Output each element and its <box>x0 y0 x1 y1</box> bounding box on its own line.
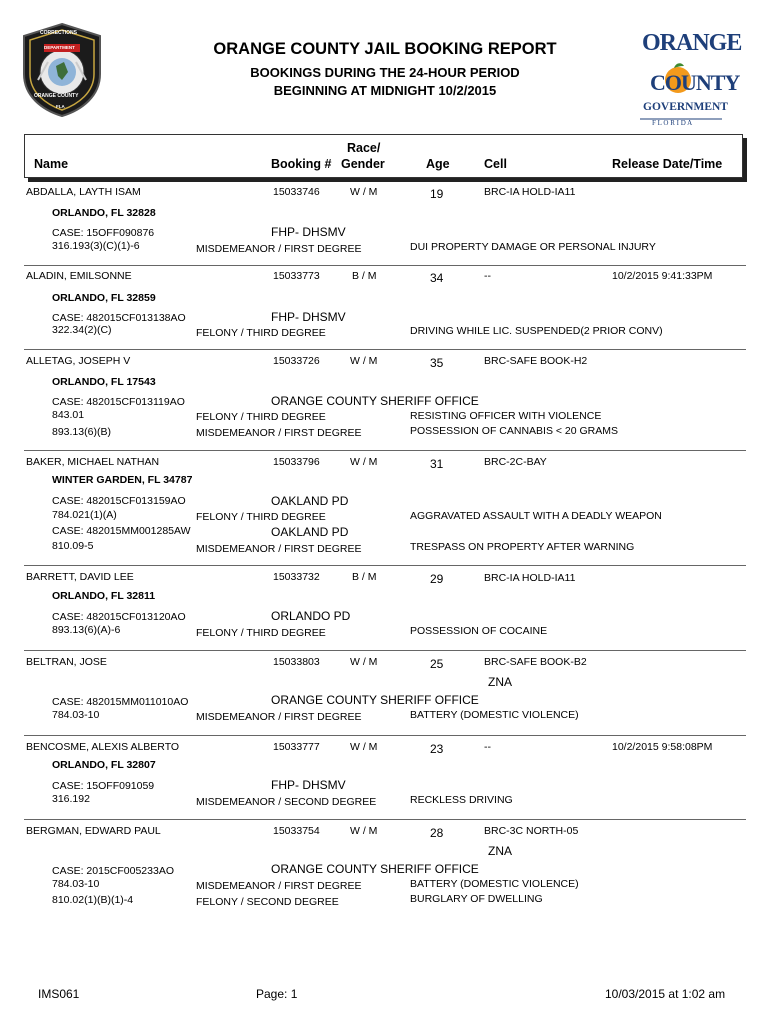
booking-race-gender: W / M <box>350 355 378 367</box>
case-number: CASE: 2015CF005233AO <box>52 865 174 877</box>
logo-orange-text: ORANGE <box>642 30 742 56</box>
logo-government-text: GOVERNMENT <box>643 101 728 113</box>
charge-description: TRESPASS ON PROPERTY AFTER WARNING <box>410 541 635 553</box>
booking-number: 15033803 <box>273 656 320 668</box>
record-divider <box>24 650 746 651</box>
booking-release: 10/2/2015 9:58:08PM <box>612 741 713 753</box>
booking-race-gender: W / M <box>350 656 378 668</box>
col-header-gender: Gender <box>341 157 385 171</box>
booking-age: 29 <box>430 572 444 586</box>
charge-degree: MISDEMEANOR / FIRST DEGREE <box>196 243 362 255</box>
charge-description: RECKLESS DRIVING <box>410 794 513 806</box>
statute: 316.192 <box>52 793 90 805</box>
booking-location: WINTER GARDEN, FL 34787 <box>52 474 193 486</box>
case-number: CASE: 15OFF091059 <box>52 780 155 792</box>
booking-cell: BRC-SAFE BOOK-H2 <box>484 355 588 367</box>
record-divider <box>24 565 746 566</box>
booking-cell: BRC-IA HOLD-IA11 <box>484 186 576 198</box>
charge-description: BATTERY (DOMESTIC VIOLENCE) <box>410 878 579 890</box>
seal-text-top: CORRECTIONS <box>40 30 77 36</box>
booking-number: 15033773 <box>273 270 320 282</box>
arresting-agency: FHP- DHSMV <box>271 778 346 792</box>
booking-age: 23 <box>430 742 444 756</box>
booking-location: ORLANDO, FL 32859 <box>52 292 156 304</box>
statute: 322.34(2)(C) <box>52 324 112 336</box>
report-title: ORANGE COUNTY JAIL BOOKING REPORT <box>213 40 557 58</box>
booking-age: 31 <box>430 457 444 471</box>
booking-race-gender: B / M <box>352 270 377 282</box>
charge-description: DUI PROPERTY DAMAGE OR PERSONAL INJURY <box>410 241 656 253</box>
footer-form-id: IMS061 <box>38 987 80 1001</box>
statute: 784.03-10 <box>52 878 100 890</box>
record-divider <box>24 819 746 820</box>
booking-age: 28 <box>430 826 444 840</box>
col-header-cell: Cell <box>484 157 507 171</box>
booking-release: 10/2/2015 9:41:33PM <box>612 270 713 282</box>
booking-cell: BRC-IA HOLD-IA11 <box>484 572 576 584</box>
case-number: CASE: 482015CF013119AO <box>52 396 185 408</box>
booking-race-gender: W / M <box>350 456 378 468</box>
charge-degree: FELONY / THIRD DEGREE <box>196 327 326 339</box>
case-number: CASE: 482015CF013138AO <box>52 312 186 324</box>
charge-degree: MISDEMEANOR / FIRST DEGREE <box>196 427 362 439</box>
charge-description: POSSESSION OF CANNABIS < 20 GRAMS <box>410 425 619 437</box>
booking-number: 15033796 <box>273 456 320 468</box>
booking-cell-note: ZNA <box>488 675 512 689</box>
booking-number: 15033746 <box>273 186 320 198</box>
arresting-agency: ORANGE COUNTY SHERIFF OFFICE <box>271 394 479 408</box>
charge-degree: FELONY / THIRD DEGREE <box>196 511 326 523</box>
booking-name: BAKER, MICHAEL NATHAN <box>26 456 160 468</box>
record-divider <box>24 735 746 736</box>
booking-age: 34 <box>430 271 444 285</box>
statute: 810.02(1)(B)(1)-4 <box>52 894 134 906</box>
booking-location: ORLANDO, FL 32828 <box>52 207 156 219</box>
charge-description: POSSESSION OF COCAINE <box>410 625 548 637</box>
charge-degree: MISDEMEANOR / FIRST DEGREE <box>196 880 362 892</box>
booking-number: 15033726 <box>273 355 320 367</box>
booking-cell-note: ZNA <box>488 844 512 858</box>
booking-number: 15033754 <box>273 825 320 837</box>
record-divider <box>24 450 746 451</box>
charge-degree: MISDEMEANOR / FIRST DEGREE <box>196 711 362 723</box>
booking-cell: BRC-2C-BAY <box>484 456 547 468</box>
booking-name: BERGMAN, EDWARD PAUL <box>26 825 161 837</box>
booking-location: ORLANDO, FL 32807 <box>52 759 156 771</box>
case-number: CASE: 482015CF013159AO <box>52 495 186 507</box>
statute: 784.021(1)(A) <box>52 509 117 521</box>
charge-description: BURGLARY OF DWELLING <box>410 893 543 905</box>
booking-cell: BRC-3C NORTH-05 <box>484 825 579 837</box>
statute: 843.01 <box>52 409 85 421</box>
statute: 893.13(6)(A)-6 <box>52 624 121 636</box>
booking-cell: -- <box>484 741 491 753</box>
booking-race-gender: B / M <box>352 571 377 583</box>
record-divider <box>24 349 746 350</box>
col-header-booking: Booking # <box>271 157 332 171</box>
footer-print-timestamp: 10/03/2015 at 1:02 am <box>605 987 726 1001</box>
booking-name: BENCOSME, ALEXIS ALBERTO <box>26 741 180 753</box>
booking-location: ORLANDO, FL 32811 <box>52 590 156 602</box>
col-header-name: Name <box>34 157 69 171</box>
booking-cell: -- <box>484 270 491 282</box>
seal-text-dept: DEPARTMENT <box>44 45 75 50</box>
booking-cell: BRC-SAFE BOOK-B2 <box>484 656 587 668</box>
charge-description: BATTERY (DOMESTIC VIOLENCE) <box>410 709 579 721</box>
booking-name: ALLETAG, JOSEPH V <box>26 355 131 367</box>
arresting-agency: FHP- DHSMV <box>271 310 346 324</box>
footer-page-number: Page: 1 <box>256 987 298 1001</box>
col-header-age: Age <box>426 157 450 171</box>
booking-name: BELTRAN, JOSE <box>26 656 107 668</box>
booking-age: 19 <box>430 187 444 201</box>
charge-description: AGGRAVATED ASSAULT WITH A DEADLY WEAPON <box>410 510 662 522</box>
booking-race-gender: W / M <box>350 825 378 837</box>
booking-name: ABDALLA, LAYTH ISAM <box>26 186 141 198</box>
seal-text-bottom: ORANGE COUNTY <box>34 93 79 99</box>
booking-location: ORLANDO, FL 17543 <box>52 376 156 388</box>
arresting-agency: OAKLAND PD <box>271 525 349 539</box>
arresting-agency: ORANGE COUNTY SHERIFF OFFICE <box>271 693 479 707</box>
logo-florida-text: F L O R I D A <box>652 119 693 127</box>
logo-county-text: COUNTY <box>650 70 740 95</box>
booking-race-gender: W / M <box>350 741 378 753</box>
charge-degree: FELONY / SECOND DEGREE <box>196 896 339 908</box>
col-header-release: Release Date/Time <box>612 157 723 171</box>
arresting-agency: FHP- DHSMV <box>271 225 346 239</box>
case-number: CASE: 482015MM011010AO <box>52 696 189 708</box>
booking-age: 35 <box>430 356 444 370</box>
booking-number: 15033777 <box>273 741 320 753</box>
case-number: CASE: 482015CF013120AO <box>52 611 186 623</box>
statute: 316.193(3)(C)(1)-6 <box>52 240 140 252</box>
booking-name: BARRETT, DAVID LEE <box>26 571 134 583</box>
charge-degree: MISDEMEANOR / FIRST DEGREE <box>196 543 362 555</box>
column-header-box <box>24 134 743 178</box>
booking-number: 15033732 <box>273 571 320 583</box>
report-subtitle-period: BOOKINGS DURING THE 24-HOUR PERIOD <box>250 65 520 80</box>
col-header-race: Race/ <box>347 141 381 155</box>
booking-name: ALADIN, EMILSONNE <box>26 270 132 282</box>
arresting-agency: ORANGE COUNTY SHERIFF OFFICE <box>271 862 479 876</box>
case-number: CASE: 15OFF090876 <box>52 227 155 239</box>
booking-age: 25 <box>430 657 444 671</box>
case-number: CASE: 482015MM001285AW <box>52 525 191 537</box>
charge-degree: FELONY / THIRD DEGREE <box>196 411 326 423</box>
charge-degree: FELONY / THIRD DEGREE <box>196 627 326 639</box>
charge-description: DRIVING WHILE LIC. SUSPENDED(2 PRIOR CONV) <box>410 325 663 337</box>
seal-text-state: FLA <box>56 104 65 109</box>
statute: 893.13(6)(B) <box>52 426 111 438</box>
charge-description: RESISTING OFFICER WITH VIOLENCE <box>410 410 602 422</box>
report-subtitle-start: BEGINNING AT MIDNIGHT 10/2/2015 <box>273 83 497 98</box>
statute: 810.09-5 <box>52 540 94 552</box>
charge-degree: MISDEMEANOR / SECOND DEGREE <box>196 796 377 808</box>
arresting-agency: ORLANDO PD <box>271 609 351 623</box>
record-divider <box>24 265 746 266</box>
statute: 784.03-10 <box>52 709 100 721</box>
booking-race-gender: W / M <box>350 186 378 198</box>
arresting-agency: OAKLAND PD <box>271 494 349 508</box>
